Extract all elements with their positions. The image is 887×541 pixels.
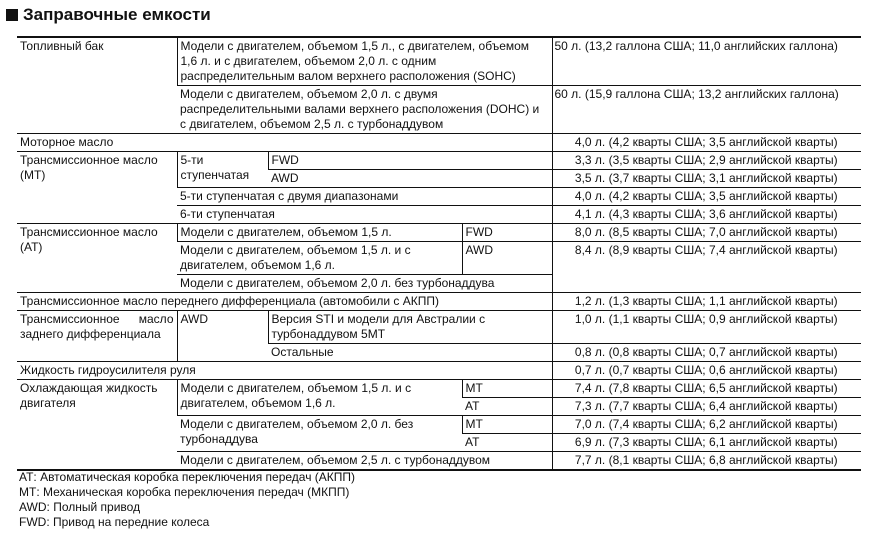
footnote: АТ: Автоматическая коробка переключения передач (АКПП) xyxy=(19,470,356,484)
coolant-g2-mt-value: 7,0 л. (7,4 кварты США; 6,2 английской кварты) xyxy=(552,416,861,434)
coolant-g1-at: АТ xyxy=(462,398,552,416)
table-row xyxy=(17,37,861,86)
capacities-table xyxy=(17,36,861,471)
table-row xyxy=(17,362,861,380)
engine-oil-label: Моторное масло xyxy=(17,134,552,152)
table-row xyxy=(17,152,861,170)
fuel-tank-label: Топливный бак xyxy=(17,37,177,134)
mt-fwd-value: 3,3 л. (3,5 кварты США; 2,9 английской кварты) xyxy=(552,152,861,170)
coolant-group3: Модели с двигателем, объемом 2,5 л. с турбонаддувом xyxy=(177,452,552,471)
coolant-g1-mt: МТ xyxy=(462,380,552,398)
rear-diff-row1-value: 1,0 л. (1,1 кварты США; 0,9 английской кварты) xyxy=(552,311,861,344)
coolant-group2: Модели с двигателем, объемом 2,0 л. без турбонаддува xyxy=(177,416,462,452)
mt-awd-value: 3,5 л. (3,7 кварты США; 3,1 английской кварты) xyxy=(552,170,861,188)
mt-dual-range-value: 4,0 л. (4,2 кварты США; 3,5 английской кварты) xyxy=(552,188,861,206)
table-row xyxy=(17,380,861,398)
fuel-desc: Модели с двигателем, объемом 2,0 л. с двумя распределительными валами верхнего расположения (DOHC) и с двигателем, объемом 2,5 л. с турбонаддувом xyxy=(177,86,552,134)
at-row2: Модели с двигателем, объемом 1,5 л. и с двигателем, объемом 1,6 л. xyxy=(177,242,462,275)
at-row1-drive: FWD xyxy=(462,224,552,242)
mt-six-speed: 6-ти ступенчатая xyxy=(177,206,552,224)
coolant-label: Охлаждающая жидкость двигателя xyxy=(17,380,177,471)
mt-oil-label: Трансмиссионное масло (МТ) xyxy=(17,152,177,224)
front-diff-label: Трансмиссионное масло переднего дифференциала (автомобили с АКПП) xyxy=(17,293,552,311)
rear-diff-row2-value: 0,8 л. (0,8 кварты США; 0,7 английской кварты) xyxy=(552,344,861,362)
fuel-value: 60 л. (15,9 галлона США; 13,2 английских галлона) xyxy=(552,86,861,134)
mt-awd: AWD xyxy=(268,170,552,188)
at-row2-value: 8,4 л. (8,9 кварты США; 7,4 английской кварты) xyxy=(552,242,861,293)
at-row2-drive: AWD xyxy=(462,242,552,275)
table-row xyxy=(17,293,861,311)
power-steering-label: Жидкость гидроусилителя руля xyxy=(17,362,552,380)
coolant-g1-at-value: 7,3 л. (7,7 кварты США; 6,4 английской кварты) xyxy=(552,398,861,416)
footnote: МТ: Механическая коробка переключения передач (МКПП) xyxy=(19,485,350,499)
table-row xyxy=(17,224,861,242)
rear-diff-label: Трансмиссионное масло заднего дифференциала xyxy=(17,311,177,362)
footnote: AWD: Полный привод xyxy=(19,500,141,514)
rear-diff-row1: Версия STI и модели для Австралии с турбонаддувом 5МТ xyxy=(268,311,552,344)
table-row xyxy=(17,311,861,344)
coolant-g2-at-value: 6,9 л. (7,3 кварты США; 6,1 английской кварты) xyxy=(552,434,861,452)
mt-six-speed-value: 4,1 л. (4,3 кварты США; 3,6 английской кварты) xyxy=(552,206,861,224)
at-row1-value: 8,0 л. (8,5 кварты США; 7,0 английской кварты) xyxy=(552,224,861,242)
footnote: FWD: Привод на передние колеса xyxy=(19,515,210,529)
at-row1: Модели с двигателем, объемом 1,5 л. xyxy=(177,224,462,242)
coolant-group1: Модели с двигателем, объемом 1,5 л. и с двигателем, объемом 1,6 л. xyxy=(177,380,462,416)
section-title xyxy=(6,5,211,25)
coolant-g2-mt: МТ xyxy=(462,416,552,434)
coolant-g3-value: 7,7 л. (8,1 кварты США; 6,8 английской кварты) xyxy=(552,452,861,471)
fuel-desc: Модели с двигателем, объемом 1,5 л., с двигателем, объемом 1,6 л. и с двигателем, объемом 2,0 л. с одним распределительным валом верхнего расположения (SOHC) xyxy=(177,37,552,86)
fuel-value: 50 л. (13,2 галлона США; 11,0 английских галлона) xyxy=(552,37,861,86)
rear-diff-drive: AWD xyxy=(177,311,268,362)
mt-fwd: FWD xyxy=(268,152,552,170)
mt-five-speed: 5-ти ступенчатая xyxy=(177,152,268,188)
section-title-text: Заправочные емкости xyxy=(23,5,211,24)
at-row3: Модели с двигателем, объемом 2,0 л. без турбонаддува xyxy=(177,275,552,293)
front-diff-value: 1,2 л. (1,3 кварты США; 1,1 английской кварты) xyxy=(552,293,861,311)
square-bullet-icon xyxy=(6,9,18,21)
table-row xyxy=(17,134,861,152)
engine-oil-value: 4,0 л. (4,2 кварты США; 3,5 английской кварты) xyxy=(552,134,861,152)
coolant-g2-at: АТ xyxy=(462,434,552,452)
power-steering-value: 0,7 л. (0,7 кварты США; 0,6 английской кварты) xyxy=(552,362,861,380)
footnotes xyxy=(19,470,355,530)
at-oil-label: Трансмиссионное масло (АТ) xyxy=(17,224,177,293)
coolant-g1-mt-value: 7,4 л. (7,8 кварты США; 6,5 английской кварты) xyxy=(552,380,861,398)
rear-diff-row2: Остальные xyxy=(268,344,552,362)
mt-dual-range: 5-ти ступенчатая с двумя диапазонами xyxy=(177,188,552,206)
